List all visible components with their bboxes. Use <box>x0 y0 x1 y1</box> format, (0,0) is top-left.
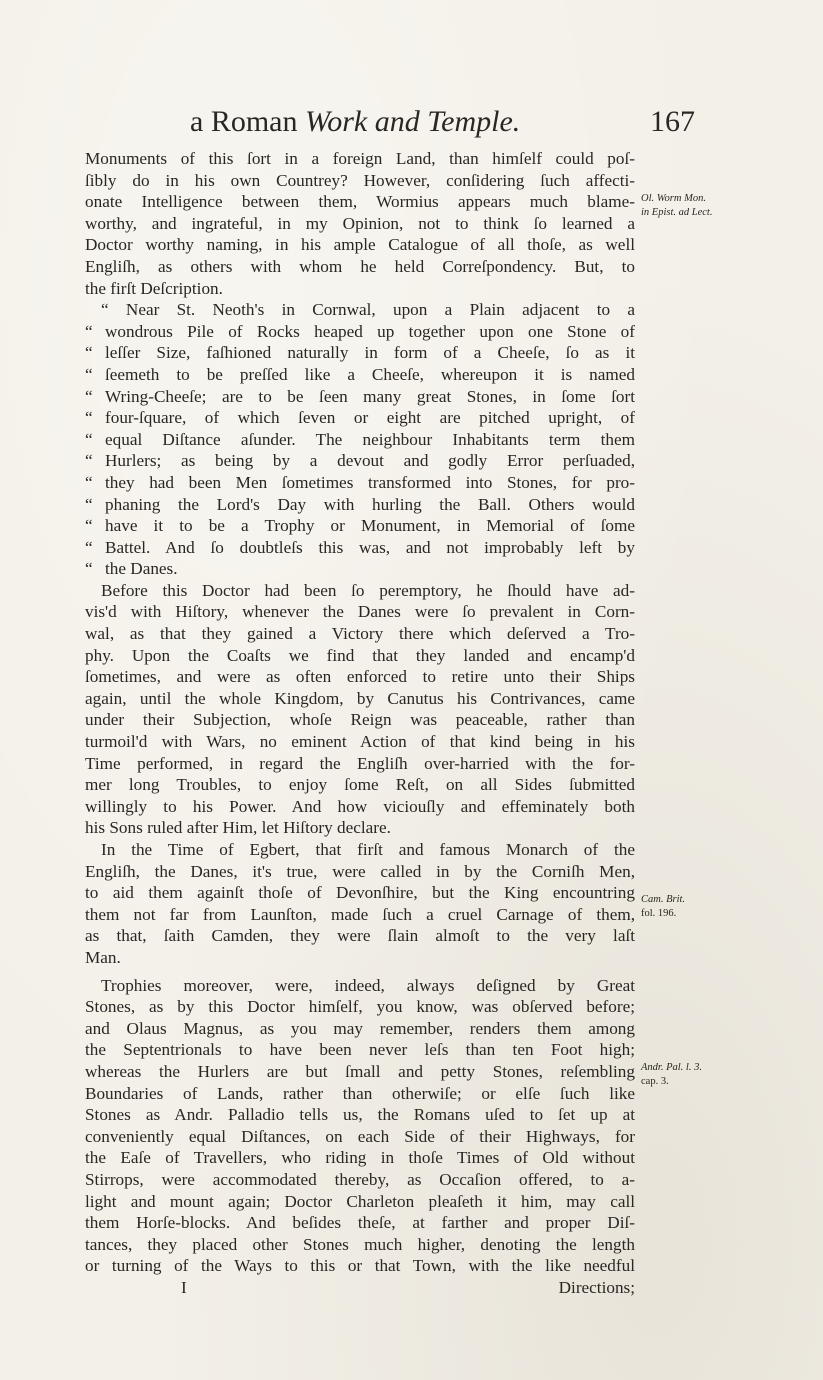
text-line: ſometimes, and were as often enforced to retire unto their Ships <box>85 667 635 687</box>
quote-mark: “ <box>85 386 93 406</box>
text-line: Monuments of this ſort in a foreign Land, than himſelf could poſ- <box>85 149 635 168</box>
margin-note-line: Ol. Worm Mon. <box>641 193 706 204</box>
quote-mark: “ <box>85 494 93 514</box>
text-line: phaning the Lord's Day with hurling the Ball. Others would <box>105 494 635 514</box>
text-line: they had been Men ſometimes transformed into Stones, for pro- <box>105 472 635 492</box>
text-line: the firſt Deſcription. <box>85 278 223 298</box>
catchword: Directions; <box>558 1277 635 1297</box>
text-line: Stones as Andr. Palladio tells us, the Romans uſed to ſet up at <box>85 1105 635 1125</box>
text-line: under their Subjection, whoſe Reign was peaceable, rather than <box>85 710 635 730</box>
text-line: conveniently equal Diſtances, on each Side of their Highways, for <box>85 1126 635 1146</box>
text-line: Hurlers; as being by a devout and godly Error perſuaded, <box>105 451 635 471</box>
text-line: In the Time of Egbert, that firſt and famous Monarch of the <box>101 840 635 859</box>
text-line: Engliſh, the Danes, it's true, were called in by the Corniſh Men, <box>85 861 635 881</box>
quoted-line <box>85 321 635 343</box>
page-number: 167 <box>650 105 695 138</box>
quoted-line <box>85 494 635 516</box>
text-line: wal, as that they gained a Victory there which deſerved a Tro- <box>85 624 635 644</box>
quote-mark: “ <box>85 364 93 384</box>
text-line: whereas the Hurlers are but ſmall and petty Stones, reſembling <box>85 1061 635 1081</box>
header-title-roman: a Roman <box>190 105 305 138</box>
text-line: Wring-Cheeſe; are to be ſeen many great Stones, in ſome ſort <box>105 386 635 406</box>
margin-note-line: fol. 196. <box>641 908 677 919</box>
quote-mark: “ <box>85 321 93 341</box>
text-line: Boundaries of Lands, rather than otherwiſe; or elſe ſuch like <box>85 1083 635 1103</box>
text-line: ſibly do in his own Countrey? However, conſidering ſuch affecti- <box>85 170 635 190</box>
text-line: the Eaſe of Travellers, who riding in thoſe Times of Old without <box>85 1148 635 1168</box>
text-line: and Olaus Magnus, as you may remember, renders them among <box>85 1018 635 1038</box>
quoted-line <box>85 342 635 364</box>
margin-note-palladio <box>641 1061 731 1089</box>
text-line: tances, they placed other Stones much higher, denoting the length <box>85 1234 635 1254</box>
text-line: willingly to his Power. And how viciouſly and effeminately both <box>85 796 635 816</box>
quote-mark: “ <box>85 343 93 363</box>
quoted-line <box>85 429 635 451</box>
quote-mark: “ <box>85 451 93 471</box>
text-line: them not far from Launſton, made ſuch a cruel Carnage of them, <box>85 904 635 924</box>
text-line: light and mount again; Doctor Charleton pleaſeth it him, may call <box>85 1191 635 1211</box>
text-line: ſeemeth to be preſſed like a Cheeſe, whereupon it is named <box>105 364 635 384</box>
text-line: his Sons ruled after Him, let Hiſtory declare. <box>85 818 391 838</box>
quoted-line <box>85 515 635 537</box>
text-line: Engliſh, as others with whom he held Correſpondency. But, to <box>85 256 635 276</box>
margin-note-line: in Epist. ad Lect. <box>641 207 713 218</box>
text-line: as that, ſaith Camden, they were ſlain almoſt to the very laſt <box>85 926 635 946</box>
quote-mark: “ <box>85 516 93 536</box>
text-line: the Danes. <box>105 559 178 579</box>
text-line: Stones, as by this Doctor himſelf, you know, was obſerved before; <box>85 997 635 1017</box>
quote-mark: “ <box>85 408 93 428</box>
text-line: to aid them againſt thoſe of Devonſhire, but the King encountring <box>85 883 635 903</box>
text-line: onate Intelligence between them, Wormius appears much blame- <box>85 192 635 212</box>
quoted-line <box>85 537 635 559</box>
margin-note-line: Andr. Pal. l. 3. <box>641 1062 702 1073</box>
quoted-line <box>85 386 635 408</box>
quote-mark: “ <box>85 429 93 449</box>
quoted-line <box>85 472 635 494</box>
running-header <box>190 102 530 142</box>
text-line: Man. <box>85 947 121 967</box>
text-line: Before this Doctor had been ſo peremptory, he ſhould have ad- <box>101 580 635 600</box>
text-line: Stirrops, were accommodated thereby, as Occaſion offered, to a- <box>85 1169 635 1189</box>
text-line: phy. Upon the Coaſts we find that they landed and encamp'd <box>85 645 635 665</box>
quoted-line <box>85 450 635 472</box>
text-line: Battel. And ſo doubtleſs this was, and not improbably left by <box>105 537 635 557</box>
text-line: four-ſquare, of which ſeven or eight are pitched upright, of <box>105 408 635 428</box>
header-title-italic: Work and Temple. <box>304 105 521 138</box>
text-line: vis'd with Hiſtory, whenever the Danes were ſo prevalent in Corn- <box>85 602 635 622</box>
text-line: have it to be a Trophy or Monument, in Memorial of ſome <box>105 516 635 536</box>
quoted-line <box>85 407 635 429</box>
text-line: again, until the whole Kingdom, by Canutus his Contrivances, came <box>85 688 635 708</box>
text-line: equal Diſtance aſunder. The neighbour Inhabitants term them <box>105 429 635 449</box>
text-line: the Septentrionals to have been never leſs than ten Foot high; <box>85 1040 635 1060</box>
body-text <box>85 148 635 1298</box>
text-line: Time performed, in regard the Engliſh over-harried with the for- <box>85 753 635 773</box>
margin-note-camden <box>641 893 731 921</box>
quoted-line <box>85 558 635 580</box>
margin-note-wormius <box>641 192 731 220</box>
signature-mark: I <box>181 1277 187 1297</box>
text-line: mer long Troubles, to enjoy ſome Reſt, on all Sides ſubmitted <box>85 775 635 795</box>
quote-mark: “ <box>85 472 93 492</box>
text-line: “ Near St. Neoth's in Cornwal, upon a Plain adjacent to a <box>101 300 635 320</box>
quoted-line <box>85 364 635 386</box>
text-line: worthy, and ingrateful, in my Opinion, not to think ſo learned a <box>85 213 635 233</box>
footer-line <box>85 1277 635 1299</box>
text-line: Trophies moreover, were, indeed, always deſigned by Great <box>101 975 635 995</box>
margin-note-line: Cam. Brit. <box>641 894 686 905</box>
text-line: them Horſe-blocks. And beſides theſe, at farther and proper Diſ- <box>85 1213 635 1233</box>
text-line: or turning of the Ways to this or that Town, with the like needful <box>85 1256 635 1276</box>
text-line: leſſer Size, faſhioned naturally in form of a Cheeſe, ſo as it <box>105 343 635 363</box>
text-line: turmoil'd with Wars, no eminent Action of that kind being in his <box>85 732 635 752</box>
text-line: wondrous Pile of Rocks heaped up together upon one Stone of <box>105 321 635 341</box>
quote-mark: “ <box>85 559 93 579</box>
margin-note-line: cap. 3. <box>641 1076 669 1087</box>
quote-mark: “ <box>85 537 93 557</box>
text-line: Doctor worthy naming, in his ample Catalogue of all thoſe, as well <box>85 235 635 255</box>
